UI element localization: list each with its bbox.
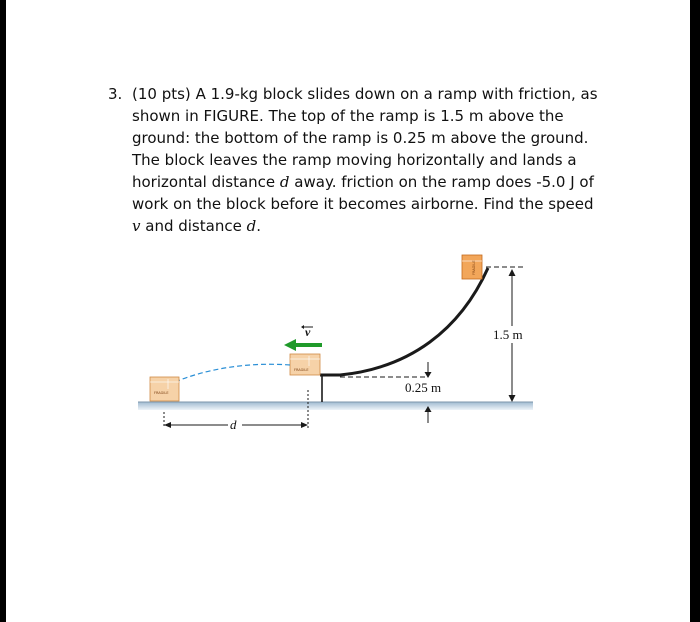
distance-label: d [230,417,237,432]
variable-d: d [279,173,290,191]
problem-text-part-1: A 1.9-kg block slides down on a ramp with friction, as shown in FIGURE. The top of the ramp is 1.5 m above the ground: the bottom of the ramp is 0.25 m above the ground. The block leaves the ramp moving horizontally and lands a horizontal distance [132,85,598,191]
velocity-arrowhead [284,339,296,351]
height-top-label: 1.5 m [493,327,523,342]
block-at-top-label: FRAGILE [472,260,476,275]
block-leaving-label: FRAGILE [294,368,309,372]
variable-v: v [132,217,141,235]
block-landed [150,377,179,401]
variable-d-second: d [246,217,257,235]
distance-arrowhead-left [164,422,171,428]
block-landed-label: FRAGILE [154,391,169,395]
dimension-15-arrowhead-up [509,269,516,276]
block-at-top [462,255,482,279]
block-leaving-ramp [290,354,320,375]
trajectory [168,364,290,385]
ramp [320,268,488,375]
dimension-15-arrowhead-down [509,395,516,402]
velocity-label: v [305,325,311,339]
height-bottom-label: 0.25 m [405,380,442,395]
problem-text-part-4: . [256,217,261,235]
ground [138,402,533,410]
velocity-vector-bar-tip [301,325,304,329]
problem-points: (10 pts) [132,85,191,103]
problem-text-part-3: and distance [140,217,247,235]
problem-number: 3. [108,85,123,103]
dimension-025-arrowhead-down [425,372,432,378]
distance-arrowhead-right [301,422,308,428]
problem-text-part-2: away. friction on the ramp does -5.0 J of work on the block before it becomes airborne. Find the speed [132,173,594,213]
